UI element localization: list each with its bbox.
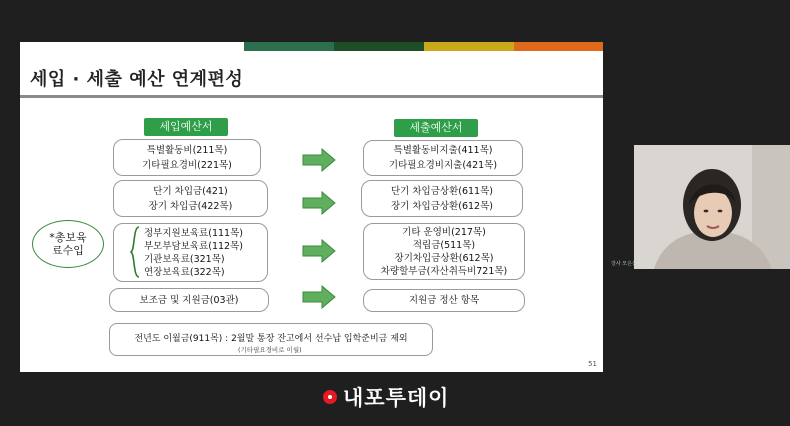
presentation-slide (20, 42, 603, 372)
right-arrow-icon (302, 191, 336, 215)
colorbar-seg-3 (334, 42, 424, 51)
page-number: 51 (588, 360, 597, 368)
total-childcare-oval (32, 220, 104, 268)
title-divider (20, 95, 603, 98)
expense-item: 단기 차입금상환(611목) (391, 185, 493, 197)
expense-item: 기타 운영비(217목) (402, 226, 486, 238)
revenue-box-2 (113, 180, 268, 217)
brace-icon (130, 226, 140, 278)
slide-title: 세입 · 세출 예산 연계편성 (30, 69, 244, 90)
expense-item: 장기 차입금상환(612목) (391, 200, 493, 212)
right-arrow-icon (302, 148, 336, 172)
right-arrow-icon (302, 239, 336, 263)
colorbar-seg-2 (244, 42, 334, 51)
expense-item: 기타필요경비지출(421목) (388, 160, 498, 171)
carryover-note: (기타필요경비로 이월) (238, 346, 302, 354)
revenue-item: 정부지원보육료(111목) (144, 227, 243, 239)
expense-item: 지원금 정산 항목 (408, 295, 480, 306)
presenter-image (634, 145, 790, 269)
revenue-box-1 (113, 139, 261, 176)
colorbar-seg-5 (514, 42, 603, 51)
expense-box-4 (363, 289, 525, 312)
revenue-item: 보조금 및 지원금(03관) (139, 294, 239, 306)
oval-line: *총보육 (49, 231, 87, 244)
revenue-header: 세입예산서 (144, 118, 228, 136)
news-watermark (323, 382, 449, 412)
expense-box-2 (361, 180, 523, 217)
expense-item: 장기차입금상환(612목) (394, 252, 494, 264)
revenue-item: 기관보육료(321목) (144, 253, 225, 265)
logo-dot-icon (323, 390, 337, 404)
revenue-item: 부모부담보육료(112목) (144, 240, 243, 252)
right-arrow-icon (302, 285, 336, 309)
expense-item: 특별활동비지출(411목) (393, 145, 493, 156)
expense-box-1 (363, 140, 523, 176)
carryover-text: 전년도 이월금(911목) : 2월말 통장 잔고에서 선수납 입학준비금 제외 (134, 334, 408, 344)
slide-colorbar (20, 42, 603, 51)
expense-box-3 (363, 223, 525, 280)
webcam-name-label: 강사 모은선 (611, 261, 637, 267)
revenue-item: 연장보육료(322목) (144, 266, 225, 278)
oval-line: 료수입 (52, 244, 84, 257)
revenue-item: 단기 차입금(421) (153, 185, 228, 197)
revenue-box-4 (109, 288, 269, 312)
expense-item: 적립금(511목) (412, 239, 476, 251)
webcam-video (634, 145, 790, 269)
expense-header: 세출예산서 (394, 119, 478, 137)
expense-item: 차량할부금(자산취득비721목) (380, 265, 508, 277)
revenue-item: 장기 차입금(422목) (148, 200, 233, 212)
colorbar-seg-1 (20, 42, 244, 51)
colorbar-seg-4 (424, 42, 514, 51)
revenue-item: 기타필요경비(221목) (142, 159, 232, 171)
revenue-item: 특별활동비(211목) (146, 144, 228, 156)
watermark-text: 내포투데이 (343, 386, 450, 410)
